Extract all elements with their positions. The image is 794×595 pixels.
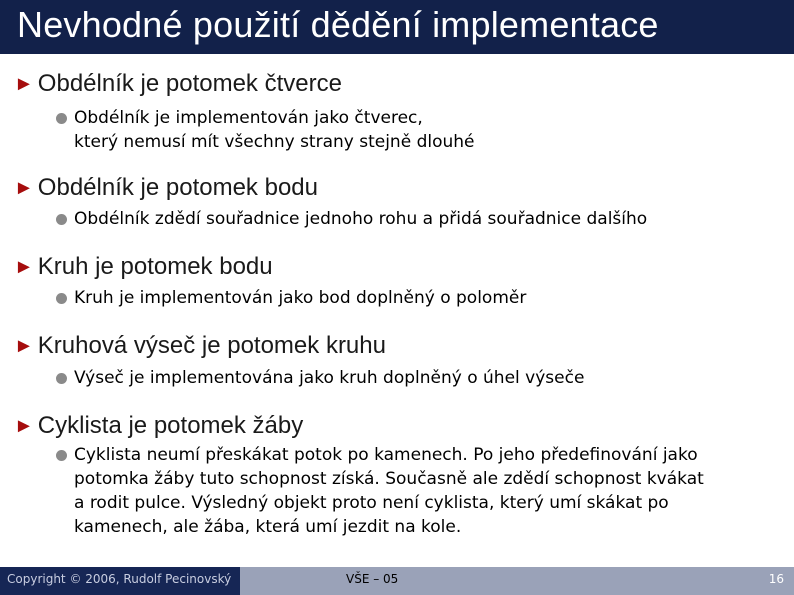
sub-bullet-dot-icon bbox=[56, 113, 67, 124]
sub-bullet-dot-icon bbox=[56, 450, 67, 461]
footer-page-number: 16 bbox=[768, 572, 784, 586]
bullet-heading: Kruhová výseč je potomek kruhu bbox=[37, 332, 386, 359]
bullet-3 bbox=[14, 253, 273, 281]
bullet-4 bbox=[14, 332, 386, 360]
bullet-arrow-icon: ► bbox=[14, 335, 34, 357]
footer-left-panel bbox=[0, 567, 240, 595]
sub-bullet-4 bbox=[56, 366, 776, 390]
bullet-2 bbox=[14, 174, 318, 202]
sub-bullet-dot-icon bbox=[56, 373, 67, 384]
bullet-heading: Obdélník je potomek čtverce bbox=[37, 70, 342, 97]
bullet-heading: Obdélník je potomek bodu bbox=[37, 174, 318, 201]
sub-bullet-2 bbox=[56, 207, 776, 231]
bullet-heading: Cyklista je potomek žáby bbox=[37, 412, 304, 439]
footer-course: VŠE – 05 bbox=[346, 572, 399, 586]
bullet-arrow-icon: ► bbox=[14, 73, 34, 95]
sub-bullet-text: Kruh je implementován jako bod doplněný o poloměr bbox=[74, 288, 527, 308]
bullet-arrow-icon: ► bbox=[14, 177, 34, 199]
sub-bullet-1 bbox=[56, 106, 776, 154]
footer-bar bbox=[0, 567, 794, 595]
sub-bullet-text: Výseč je implementována jako kruh doplněný o úhel výseče bbox=[74, 368, 585, 388]
bullet-arrow-icon: ► bbox=[14, 415, 34, 437]
sub-bullet-5 bbox=[56, 443, 776, 539]
sub-bullet-text: Obdélník je implementován jako čtverec, který nemusí mít všechny strany stejně dlouhé bbox=[74, 108, 475, 152]
slide-title: Nevhodné použití dědění implementace bbox=[17, 4, 659, 45]
bullet-5 bbox=[14, 412, 303, 440]
sub-bullet-dot-icon bbox=[56, 293, 67, 304]
sub-bullet-text: Obdélník zdědí souřadnice jednoho rohu a přidá souřadnice dalšího bbox=[74, 209, 648, 229]
footer-copyright: Copyright © 2006, Rudolf Pecinovský bbox=[7, 572, 232, 586]
sub-bullet-3 bbox=[56, 286, 776, 310]
sub-bullet-text: Cyklista neumí přeskákat potok po kamenech. Po jeho předefinování jako potomka žáby tuto schopnost získá. Současně ale zdědí schopnost kvákat a rodit pulce. Výsledný objekt proto není cyklista, který umí skákat po kamenech, ale žába, která umí jezdit na kole. bbox=[74, 445, 704, 537]
bullet-1 bbox=[14, 70, 342, 98]
bullet-arrow-icon: ► bbox=[14, 256, 34, 278]
sub-bullet-dot-icon bbox=[56, 214, 67, 225]
title-bar bbox=[0, 0, 794, 54]
bullet-heading: Kruh je potomek bodu bbox=[37, 253, 273, 280]
